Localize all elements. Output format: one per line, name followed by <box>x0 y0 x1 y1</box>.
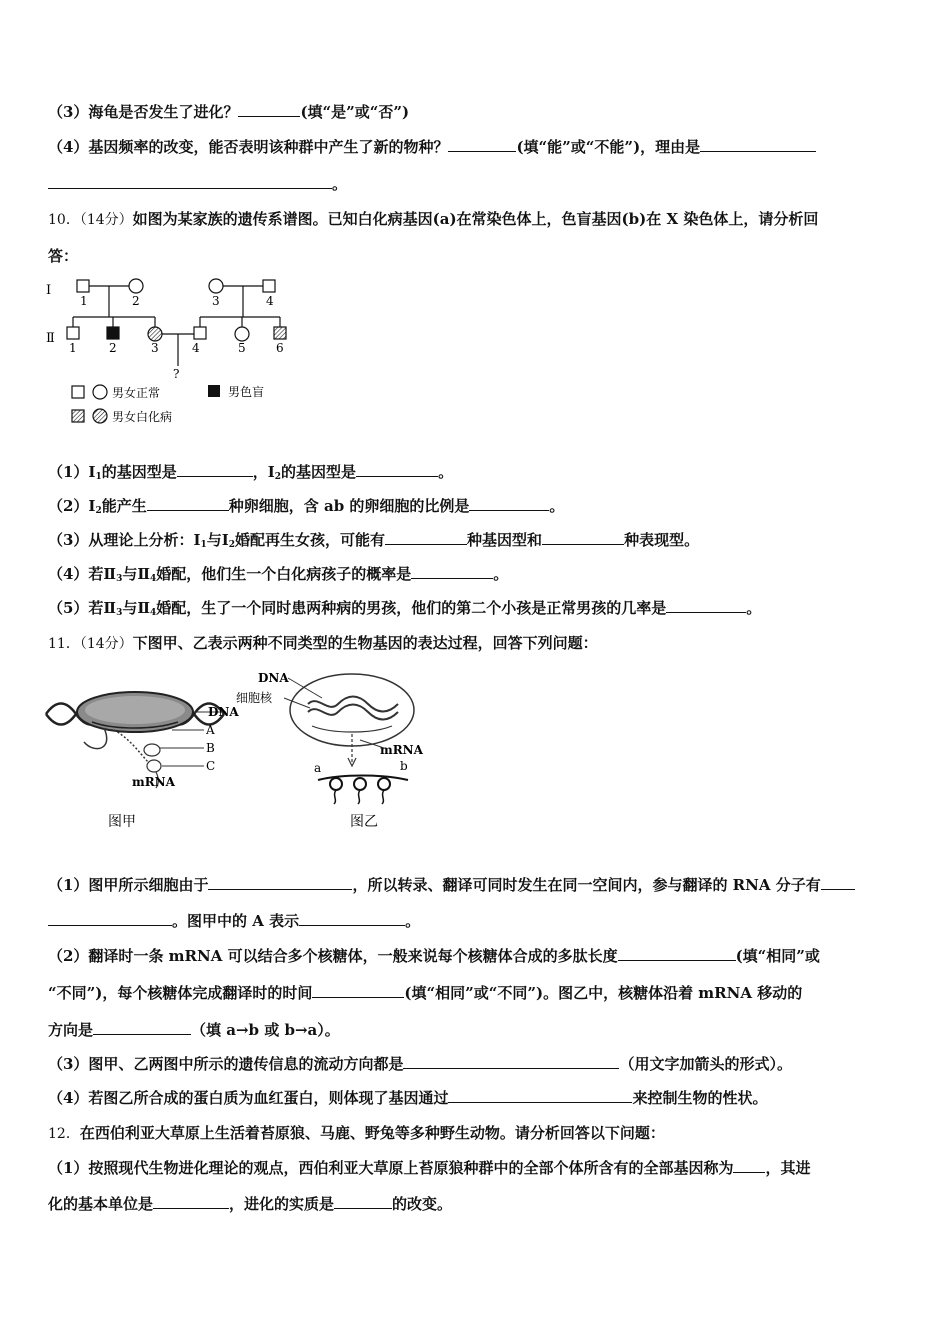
answer-blank[interactable] <box>312 983 404 998</box>
svg-text:b: b <box>400 759 408 773</box>
svg-text:男色盲: 男色盲 <box>228 385 265 399</box>
svg-text:3: 3 <box>212 294 220 308</box>
q10-sub2: $(2)Ⅰ_2$能产生 种卵细胞，含 ab 的卵细胞的比例是 。 <box>48 497 565 516</box>
svg-text:mRNA: mRNA <box>380 743 423 757</box>
q10-sub3: （3）从理论上分析：$Ⅰ_1$与$Ⅰ_2$婚配再生女孩，可能有 种基因型和 种表现型。 <box>48 531 700 550</box>
svg-text:DNA: DNA <box>208 705 239 719</box>
answer-blank[interactable] <box>177 462 253 477</box>
svg-text:C: C <box>206 759 216 773</box>
answer-blank[interactable] <box>542 530 624 545</box>
q10-stem-cont: 答： <box>48 247 79 265</box>
answer-blank[interactable] <box>618 946 736 961</box>
legend-male-albino-icon <box>72 410 84 422</box>
gen1-female-2 <box>129 279 143 293</box>
q10-sub5: （5）若$Ⅱ_3$与$Ⅱ_4$婚配，生了一个同时患两种病的男孩，他们的第二个小孩是正常男孩的几率是 。 <box>48 599 762 618</box>
answer-blank[interactable] <box>700 137 816 152</box>
svg-text:mRNA: mRNA <box>132 775 175 789</box>
svg-text:DNA: DNA <box>258 671 289 685</box>
svg-text:4: 4 <box>266 294 274 308</box>
q11-part1: （1）图甲所示细胞由于 ，所以转录、翻译可同时发生在同一空间内，参与翻译的 RNA 分子有 <box>48 875 855 895</box>
q12-stem: 12．在西伯利亚大草原上生活着苔原狼、马鹿、野兔等多种野生动物。请分析回答以下问题： <box>48 1124 665 1142</box>
svg-text:1: 1 <box>80 294 88 308</box>
offspring-question-mark: ? <box>173 367 180 381</box>
q11-part2-cont: “不同”)，每个核糖体完成翻译时的时间 (填“相同”或“不同”)。图乙中，核糖体沿着 mRNA 移动的 <box>48 984 803 1002</box>
gen2-male-4 <box>194 327 206 339</box>
q12-part1-cont: 化的基本单位是 ，进化的实质是 的改变。 <box>48 1195 453 1213</box>
answer-blank[interactable] <box>48 911 172 926</box>
q9-part3: （3）海龟是否发生了进化？ (填“是”或“否”) <box>48 103 410 121</box>
answer-blank[interactable] <box>448 137 516 152</box>
svg-text:B: B <box>206 741 215 755</box>
svg-text:a: a <box>314 761 322 775</box>
q11-part2: （2）翻译时一条 mRNA 可以结合多个核糖体，一般来说每个核糖体合成的多肽长度 (填“相同”或 <box>48 947 820 965</box>
gen1-male-1 <box>77 280 89 292</box>
svg-text:5: 5 <box>238 341 246 355</box>
legend-female-normal-icon <box>93 385 107 399</box>
answer-blank[interactable] <box>334 1194 392 1209</box>
answer-blank[interactable] <box>821 875 855 890</box>
generation-1-label: Ⅰ <box>46 283 52 298</box>
svg-text:3: 3 <box>151 341 159 355</box>
svg-text:2: 2 <box>109 341 117 355</box>
gen2-male-1 <box>67 327 79 339</box>
q11-stem: 11．（14分）下图甲、乙表示两种不同类型的生物基因的表达过程，回答下列问题： <box>48 634 598 652</box>
answer-blank[interactable] <box>385 530 467 545</box>
figure-a-caption: 图甲 <box>108 814 136 830</box>
svg-text:2: 2 <box>132 294 140 308</box>
q10-stem: 10．（14分）如图为某家族的遗传系谱图。已知白化病基因(a)在常染色体上，色盲基因(b)在 X 染色体上，请分析回 <box>48 210 819 228</box>
svg-text:6: 6 <box>276 341 284 355</box>
figure-b-eukaryote <box>232 668 432 840</box>
gen2-male-6-albino <box>274 327 286 339</box>
q11-part3: （3）图甲、乙两图中所示的遗传信息的流动方向都是 （用文字加箭头的形式）。 <box>48 1055 792 1073</box>
legend-female-albino-icon <box>93 409 107 423</box>
answer-blank[interactable] <box>411 564 493 579</box>
answer-blank[interactable] <box>238 102 300 117</box>
answer-blank[interactable] <box>48 174 332 189</box>
answer-blank[interactable] <box>299 911 405 926</box>
answer-blank[interactable] <box>733 1158 765 1173</box>
gen2-male-2-colorblind <box>107 327 119 339</box>
q10-sub4: （4）若$Ⅱ_3$与$Ⅱ_4$婚配，他们生一个白化病孩子的概率是 。 <box>48 565 509 584</box>
svg-text:细胞核: 细胞核 <box>236 691 273 705</box>
q12-part1: （1）按照现代生物进化理论的观点，西伯利亚大草原上苔原狼种群中的全部个体所含有的全部基因称为 ，其进 <box>48 1159 811 1177</box>
generation-2-label: Ⅱ <box>46 331 55 346</box>
gen1-male-4 <box>263 280 275 292</box>
answer-blank[interactable] <box>93 1020 191 1035</box>
q11-part1-cont: 。图甲中的 A 表示 。 <box>48 911 420 931</box>
legend-male-normal-icon <box>72 386 84 398</box>
svg-text:1: 1 <box>69 341 77 355</box>
q11-part4: （4）若图乙所合成的蛋白质为血红蛋白，则体现了基因通过 来控制生物的性状。 <box>48 1089 768 1107</box>
answer-blank[interactable] <box>469 496 549 511</box>
pedigree-chart <box>40 272 300 432</box>
answer-blank[interactable] <box>153 1194 229 1209</box>
q10-sub1: $(1)Ⅰ_1$的基因型是 ，$Ⅰ_2$的基因型是 。 <box>48 463 454 482</box>
figure-a-prokaryote <box>44 680 244 840</box>
svg-text:4: 4 <box>192 341 200 355</box>
gen2-female-5 <box>235 327 249 341</box>
answer-blank[interactable] <box>666 598 746 613</box>
svg-text:A: A <box>206 723 215 737</box>
q11-part2-cont2: 方向是 （填 a→b 或 b→a）。 <box>48 1021 340 1039</box>
q9-part4: （4）基因频率的改变，能否表明该种群中产生了新的物种？ (填“能”或“不能”)，理由是 <box>48 137 816 157</box>
answer-blank[interactable] <box>356 462 438 477</box>
svg-text:男女正常: 男女正常 <box>112 386 161 400</box>
svg-text:男女白化病: 男女白化病 <box>112 410 173 424</box>
answer-blank[interactable] <box>448 1088 632 1103</box>
gen2-female-3-albino <box>148 327 162 341</box>
answer-blank[interactable] <box>403 1054 619 1069</box>
answer-blank[interactable] <box>208 875 352 890</box>
legend-colorblind-icon <box>208 385 220 397</box>
answer-blank[interactable] <box>147 496 229 511</box>
q9-part4-cont: 。 <box>48 174 347 194</box>
figure-b-caption: 图乙 <box>350 814 378 830</box>
gen1-female-3 <box>209 279 223 293</box>
